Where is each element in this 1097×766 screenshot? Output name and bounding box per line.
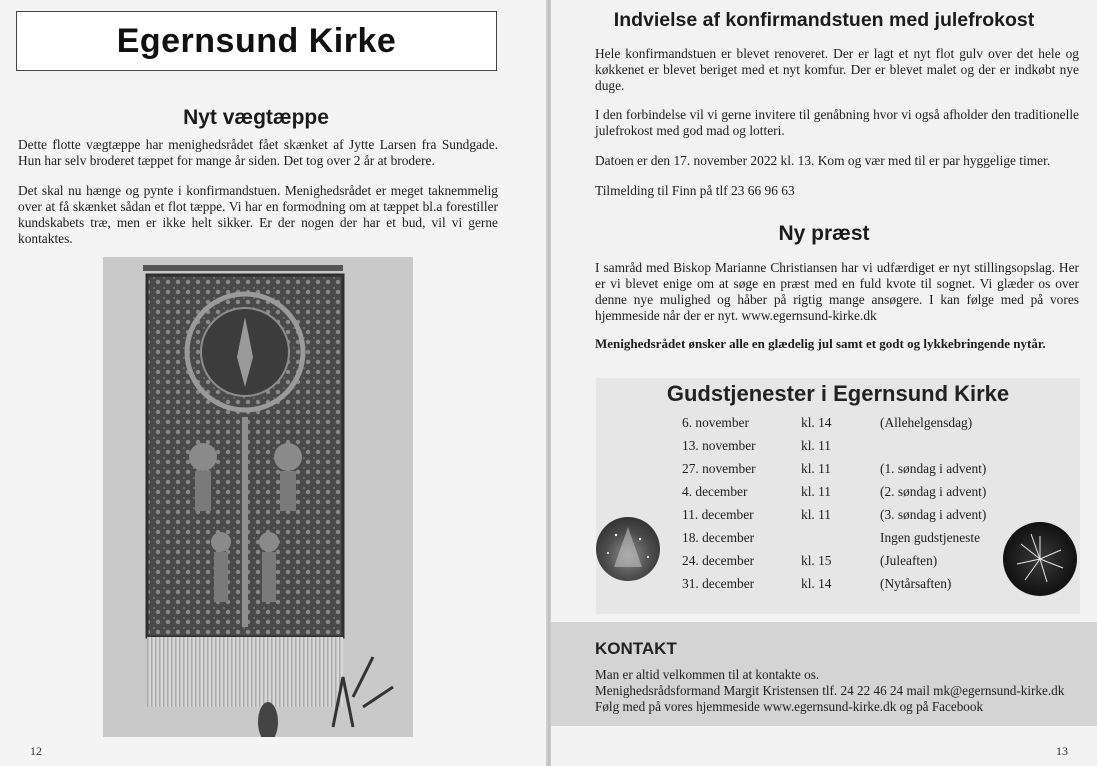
service-note: (Allehelgensdag)	[880, 415, 973, 430]
service-time: kl. 11	[801, 438, 832, 453]
inauguration-paragraph-1: Hele konfirmandstuen er blevet renoveret. Der er lagt et nyt flot gulv over det hele og køkkenet er blevet beriget med et nyt komfur. Der er blevet malet og der er indkøbt nye duge.	[595, 46, 1079, 93]
service-time: kl. 11	[801, 484, 832, 499]
service-date: 11. december	[682, 507, 754, 522]
inauguration-paragraph-2: I den forbindelse vil vi gerne invitere til genåbning hvor vi også afholder den traditionelle julefrokost med god mad og lotteri.	[595, 107, 1079, 138]
service-date: 24. december	[682, 553, 755, 568]
inauguration-date: Datoen er den 17. november 2022 kl. 13. Kom og vær med til er par hyggelige timer.	[595, 153, 1051, 168]
service-row	[596, 480, 1080, 503]
service-date: 31. december	[682, 576, 755, 591]
service-row	[596, 434, 1080, 457]
contact-line: Man er altid velkommen til at kontakte os.	[595, 667, 820, 682]
service-note: (Nytårsaften)	[880, 576, 952, 591]
contact-section	[551, 622, 1097, 726]
service-note: Ingen gudstjeneste	[880, 530, 981, 545]
signup-info: Tilmelding til Finn på tlf 23 66 96 63	[595, 183, 795, 198]
service-date: 18. december	[682, 530, 755, 545]
tapestry-heading: Nyt vægtæppe	[183, 106, 329, 129]
service-note: (1. søndag i advent)	[880, 461, 987, 476]
service-row	[596, 457, 1080, 480]
contact-line: Følg med på vores hjemmeside www.egernsund-kirke.dk og på Facebook	[595, 699, 984, 714]
service-note: (3. søndag i advent)	[880, 507, 987, 522]
page-number-left: 12	[30, 744, 42, 758]
tapestry-photo	[103, 257, 413, 737]
service-note: (2. søndag i advent)	[880, 484, 987, 499]
new-priest-paragraph: I samråd med Biskop Marianne Christiansen har vi udfærdiget er nyt stillingsopslag. Her er vi blevet enige om at søge en præst med en fuld kvote til sognet. Vi glæder os over denne nye mulighed og håber på rigtig mange ansøgere. I kan følge med på vores hjemmeside når der er nyt. www.egernsund-kirke.dk	[595, 260, 1079, 323]
service-date: 13. november	[682, 438, 756, 453]
left-page	[0, 0, 548, 766]
tapestry-paragraph-2: Det skal nu hænge og pynte i konfirmandstuen. Menighedsrådet er meget taknemmelig over at få skænket sådan et flot tæppe. Vi har en formodning om at tæppet bl.a forestiller kundskabets træ, men er ikke helt sikker. Er der nogen der har et bud, vil vi gerne kontaktes.	[18, 183, 498, 246]
church-title: Egernsund Kirke	[116, 22, 397, 60]
christmas-tree-ornament-image	[596, 517, 660, 581]
service-row	[596, 411, 1080, 434]
inauguration-heading: Indvielse af konfirmandstuen med julefrokost	[613, 9, 1035, 31]
service-date: 4. december	[682, 484, 748, 499]
service-date: 6. november	[682, 415, 749, 430]
service-time: kl. 11	[801, 461, 832, 476]
contact-line: Menighedsrådsformand Margit Kristensen tlf. 24 22 46 24 mail mk@egernsund-kirke.dk	[595, 683, 1065, 698]
service-time: kl. 14	[801, 415, 832, 430]
tapestry-paragraph-1: Dette flotte vægtæppe har menighedsrådet fået skænket af Jytte Larsen fra Sundgade. Hun har selv broderet tæppet for mange år siden. Det tog over 2 år at brodere.	[18, 137, 498, 168]
service-time: kl. 14	[801, 576, 832, 591]
new-priest-heading: Ny præst	[778, 222, 870, 245]
service-time: kl. 15	[801, 553, 832, 568]
service-note: (Juleaften)	[880, 553, 938, 568]
holiday-greeting: Menighedsrådet ønsker alle en glædelig jul samt et godt og lykkebringende nytår.	[595, 336, 1046, 351]
service-time: kl. 11	[801, 507, 832, 522]
service-date: 27. november	[682, 461, 756, 476]
fireworks-ornament-image	[1003, 522, 1077, 596]
service-row	[596, 503, 1080, 526]
service-schedule	[596, 378, 1080, 614]
contact-heading: KONTAKT	[595, 639, 677, 658]
page-number-right: 13	[1056, 744, 1068, 758]
schedule-title: Gudstjenester i Egernsund Kirke	[666, 381, 1010, 406]
title-box	[16, 11, 497, 71]
